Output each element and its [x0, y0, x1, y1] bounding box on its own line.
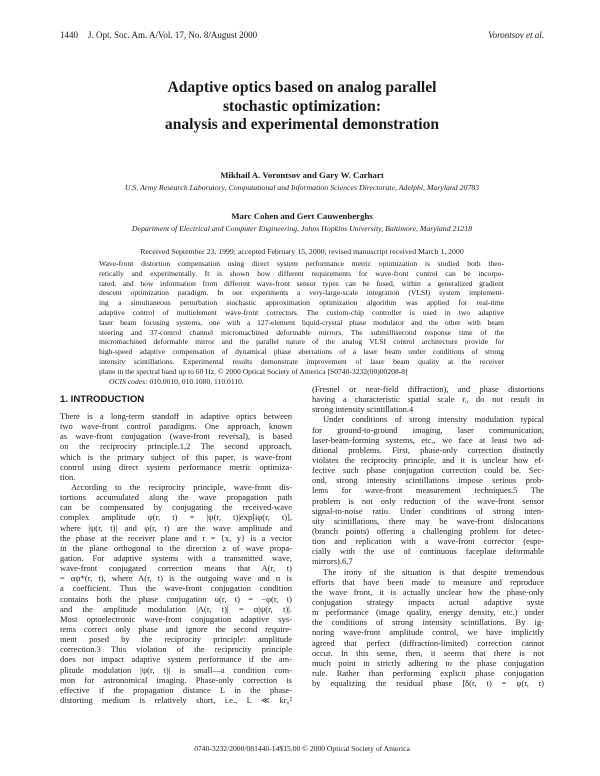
text-line: in the plane orthogonal to the direction z of wave propa-: [60, 542, 292, 553]
text-line: much point in strictly adhering to the phase conjugation: [312, 657, 544, 668]
text-line: According to the reciprocity principle, wave-front dis-: [71, 481, 292, 492]
text-line: mirrors).6,7: [312, 556, 353, 567]
text-line: m performance (image quality, energy density, etc.) under: [312, 607, 544, 618]
text-line: signal-to-noise ratio. Under conditions of strong inten-: [312, 505, 544, 516]
text-line: where |ψ(r, t)| and φ(r, t) are the wave amplitude and: [60, 522, 292, 533]
text-line: plitude modulation |ψ(r, t)| is small—a condition com-: [60, 664, 292, 675]
text-line: fective such phase conjugation correction could be. Sec-: [312, 465, 544, 476]
abstract-line: rated, and how information from different wave-front sensor types can be fused, within a generalized gradient: [99, 278, 504, 288]
text-line: and the amplitude modulation |A(r, t)| = α|ψ(r, t)|.: [60, 603, 292, 614]
abstract-line: intensity scintillations. Experimental results demonstrate improvement of laser beam quality at the receiver: [99, 356, 504, 366]
abstract: [99, 259, 504, 386]
text-line: lems for wave-front measurement techniques.5 The: [312, 485, 544, 496]
abstract-line: adaptive control of multielement wave-front correctors. The custom-chip controller is used in two adaptive: [99, 307, 504, 317]
text-line: agreed that perfect (diffraction-limited) correction cannot: [312, 637, 544, 648]
text-line: which is the primary subject of this paper, is wave-front: [60, 451, 292, 462]
text-line: the conditions of strong intensity scintillations. By ig-: [312, 617, 544, 628]
affiliation-1: U.S. Army Research Laboratory, Computational and Information Sciences Directorate, Adelphi, Maryland 20783: [124, 183, 480, 192]
text-line: distorting medium is relatively short, i.e., L ≪ kr₀²: [60, 694, 292, 705]
text-line: strong intensity scintillation.4: [312, 404, 414, 415]
abstract-line: retically and experimentally. It is shown how different requirements for wave-front control can be incorpo-: [99, 268, 504, 278]
copyright-footer: 0740-3232/2000/081440-14$15.00 © 2000 Optical Society of America: [194, 744, 410, 753]
text-line: tortions accumulated along the wave propagation path: [60, 492, 292, 503]
ocis-label: OCIS codes:: [109, 376, 148, 386]
text-line: contains both the phase conjugation u(r, t) = −φ(r, t): [60, 593, 292, 604]
text-line: tion.: [60, 471, 76, 482]
title-line: Adaptive optics based on analog parallel: [167, 79, 437, 96]
ocis-values: 010.0010, 010.1080, 110.0110.: [149, 376, 244, 386]
text-line: complex amplitude ψ(r, t) = |ψ(r, t)|exp[iφ(r, t)],: [60, 512, 292, 523]
text-line: rule. Rather than performing explicit phase conjugation: [312, 667, 544, 678]
section-heading: 1. INTRODUCTION: [60, 394, 145, 405]
abstract-line: steering and 37-control channel micromachined deformable mirrors. The submillisecond response time of the: [99, 327, 504, 337]
text-line: problem is not only reduction of the wave-front sensor: [312, 495, 544, 506]
text-line: correction.3 This violation of the reciprocity principle: [60, 644, 292, 655]
abstract-line: Wave-front distortion compensation using direct system performance metric optimization is studied both theo-: [99, 259, 504, 268]
left-column: [60, 395, 292, 705]
abstract-line: descent optimization paradigm. In our experiments a very-large-scale integration (VLSI) system implement-: [99, 288, 504, 298]
paper-title: [60, 79, 544, 135]
text-line: ment posed by the reciprocity principle: amplitude: [60, 634, 292, 645]
text-line: effective if the propagation distance L in the phase-: [60, 684, 292, 695]
text-line: by equalizing the residual phase [δ(r, t) = φ(r, t): [312, 678, 544, 689]
text-line: sity scintillations, there may be wave-front dislocations: [312, 515, 544, 526]
text-line: having a characteristic spatial scale r₀ do not result in: [312, 394, 544, 405]
text-line: (branch points) offering a challenging problem for detec-: [312, 525, 544, 536]
text-line: conjugation strategy impacts actual adaptive syste: [312, 596, 544, 607]
author-names-1: Mikhail A. Vorontsov and Gary W. Carhart: [220, 170, 384, 180]
text-line: tion and replication with a wave-front corrector (espe-: [312, 536, 544, 547]
text-line: tems correct only phase and ignore the second require-: [60, 623, 292, 634]
right-column: [312, 384, 544, 688]
text-line: noring wave-front amplitude control, we have implicitly: [312, 627, 544, 638]
text-line: control using direct system performance metric optimiza-: [60, 461, 292, 472]
abstract-line: laser beam focusing systems, one with a 127-element liquid-crystal phase modulator and the other with beam: [99, 317, 504, 327]
text-line: laser-beam-forming systems, etc., we face at least two ad-: [312, 434, 544, 445]
page-number: 1440: [60, 30, 78, 40]
text-line: cially with the use of continuous faceplate deformable: [312, 546, 544, 557]
text-line: the wave front, it is actually unclear how the phase-only: [312, 586, 544, 597]
received-dates: Received September 23, 1999; accepted February 15, 2000; revised manuscript received March 1, 2000: [140, 247, 464, 256]
author-names-2: Marc Cohen and Gert Cauwenberghs: [231, 211, 373, 221]
text-line: ond, strong intensity scintillations impose serious prob-: [312, 475, 544, 486]
title-line: analysis and experimental demonstration: [164, 116, 440, 133]
text-line: Under conditions of strong intensity modulation typical: [323, 414, 544, 425]
text-line: on the reciprocity principle.1,2 The second approach,: [60, 441, 292, 452]
text-line: = αψ*(r, t), where A(r, t) is the outgoing wave and α is: [60, 573, 292, 584]
text-line: There is a long-term standoff in adaptive optics between: [60, 411, 292, 421]
text-line: The irony of the situation is that despite tremendous: [323, 566, 544, 577]
text-line: gation. For adaptive systems with a transmitted wave,: [60, 552, 292, 563]
text-line: efforts that have been made to measure and reproduce: [312, 576, 544, 587]
title-line: stochastic optimization:: [222, 97, 382, 115]
text-line: (Fresnel or near-field diffraction), and phase distortions: [312, 384, 544, 394]
text-line: a coefficient. Thus the wave-front conjugation condition: [60, 583, 292, 594]
running-head: [60, 30, 544, 40]
text-line: two wave-front control paradigms. One approach, known: [60, 421, 292, 432]
text-line: does not impact adaptive system performance if the am-: [60, 654, 292, 665]
text-line: can be compensated by conjugating the received-wave: [60, 502, 292, 513]
journal-citation: J. Opt. Soc. Am. A/Vol. 17, No. 8/August 2000: [88, 30, 258, 40]
text-line: violates the reciprocity principle, and it is unclear how ef-: [312, 454, 544, 465]
text-line: ditional problems. First, phase-only correction distinctly: [312, 444, 544, 455]
text-line: the phase at the receiver plane and r = {x, y} is a vector: [60, 532, 292, 543]
text-line: wave-front conjugated correction means that A(r, t): [60, 563, 292, 574]
text-line: Most optoelectronic wave-front conjugation adaptive sys-: [60, 613, 292, 624]
text-line: occur. In this sense, then, it seems that there is not: [312, 647, 544, 658]
text-line: as wave-front conjugation (wave-front reversal), is based: [60, 431, 292, 442]
abstract-line: ing a simultaneous perturbation stochastic approximation optimization algorithm was applied for real-time: [99, 298, 504, 308]
abstract-line: plane in the spectral band up to 60 Hz. © 2000 Optical Society of America [S0740-3232(00)00208-8]: [99, 366, 408, 376]
abstract-line: high-speed adaptive compensation of dynamical phase aberrations of a laser beam under conditions of strong: [99, 347, 504, 357]
running-authors: Vorontsov et al.: [488, 30, 544, 40]
text-line: mon for astronomical imaging. Phase-only correction is: [60, 674, 292, 685]
text-line: for ground-to-ground imaging, laser communication,: [312, 424, 544, 435]
abstract-line: micromachined deformable mirror and the parallel nature of the analog VLSI control architecture provide for: [99, 337, 504, 347]
affiliation-2: Department of Electrical and Computer Engineering, Johns Hopkins University, Baltimore, Maryland 21218: [131, 224, 473, 233]
